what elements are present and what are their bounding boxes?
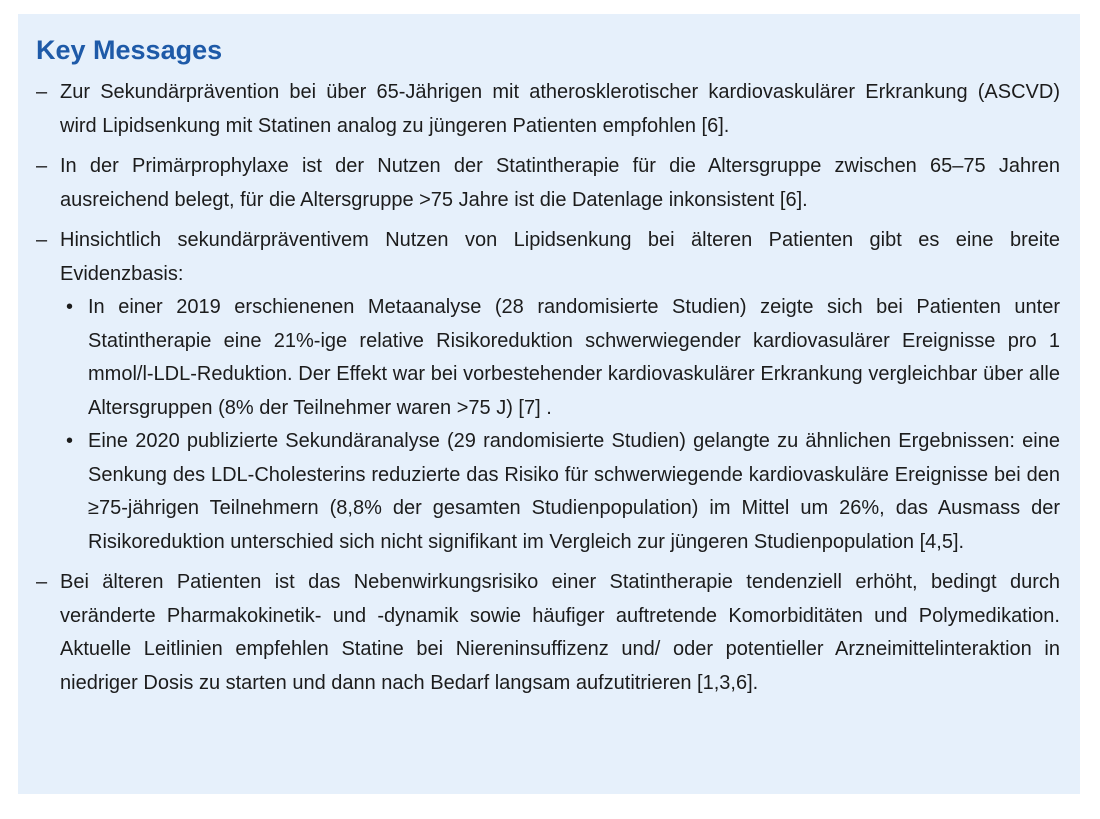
- box-title: Key Messages: [36, 35, 223, 65]
- list-item-text: Hinsichtlich sekundärpräventivem Nutzen von Lipidsenkung bei älteren Patienten gibt es eine breite Evidenzbasis:: [60, 229, 1060, 285]
- sub-list-item-text: Eine 2020 publizierte Sekundäranalyse (29 randomisierte Studien) gelangte zu ähnlichen Ergebnissen: eine Senkung des LDL-Cholesterins reduzierte das Risiko für schwerwiegende kardiovaskuläre Ereignisse bei den ≥75-jährigen Teilnehmern (8,8% der gesamten Studienpopulation) im Mittel um 26%, das Ausmass der Risikoreduktion unterschied sich nicht signifikant im Vergleich zur jüngeren Studienpopulation [4,5].: [88, 430, 1060, 553]
- dash-bullet: –: [36, 81, 48, 103]
- dash-bullet: –: [36, 571, 48, 593]
- list-item-text: Zur Sekundärprävention bei über 65-Jährigen mit atherosklerotischer kardiovaskulärer Erkrankung (ASCVD) wird Lipidsenkung mit Statinen analog zu jüngeren Patienten empfohlen [6].: [60, 81, 1060, 137]
- dash-bullet: –: [36, 229, 48, 251]
- list-item: [36, 566, 1060, 700]
- sub-list-item-text: In einer 2019 erschienenen Metaanalyse (28 randomisierte Studien) zeigte sich bei Patienten unter Statintherapie eine 21%-ige relative Risikoreduktion schwerwiegender kardiovasulärer Ereignisse pro 1 mmol/l-LDL-Reduktion. Der Effekt war bei vorbestehender kardiovaskulärer Erkrankung vergleichbar über alle Altersgruppen (8% der Teilnehmer waren >75 J) [7] .: [88, 296, 1060, 419]
- list-item-text: In der Primärprophylaxe ist der Nutzen der Statintherapie für die Altersgruppe zwischen 65–75 Jahren ausreichend belegt, für die Altersgruppe >75 Jahre ist die Datenlage inkonsistent [6].: [60, 155, 1060, 211]
- list-item: [36, 76, 1060, 143]
- list-item: [36, 224, 1060, 559]
- sub-list-item: [60, 291, 1060, 425]
- dash-bullet: –: [36, 155, 48, 177]
- sub-list-item: [60, 425, 1060, 559]
- key-messages-box: [18, 14, 1080, 794]
- list-item-text: Bei älteren Patienten ist das Nebenwirkungsrisiko einer Statintherapie tendenziell erhöht, bedingt durch veränderte Pharmakokinetik- und -dynamik sowie häufiger auftretende Komorbiditäten und Polymedikation. Aktuelle Leitlinien empfehlen Statine bei Niereninsuffizenz und/ oder potentieller Arzneimittelinteraktion in niedriger Dosis zu starten und dann nach Bedarf langsam aufzutitrieren [1,3,6].: [60, 571, 1060, 694]
- list-item: [36, 150, 1060, 217]
- key-messages-list: [36, 76, 1060, 700]
- sub-list: [60, 291, 1060, 559]
- dot-bullet: •: [66, 430, 74, 452]
- dot-bullet: •: [66, 296, 74, 318]
